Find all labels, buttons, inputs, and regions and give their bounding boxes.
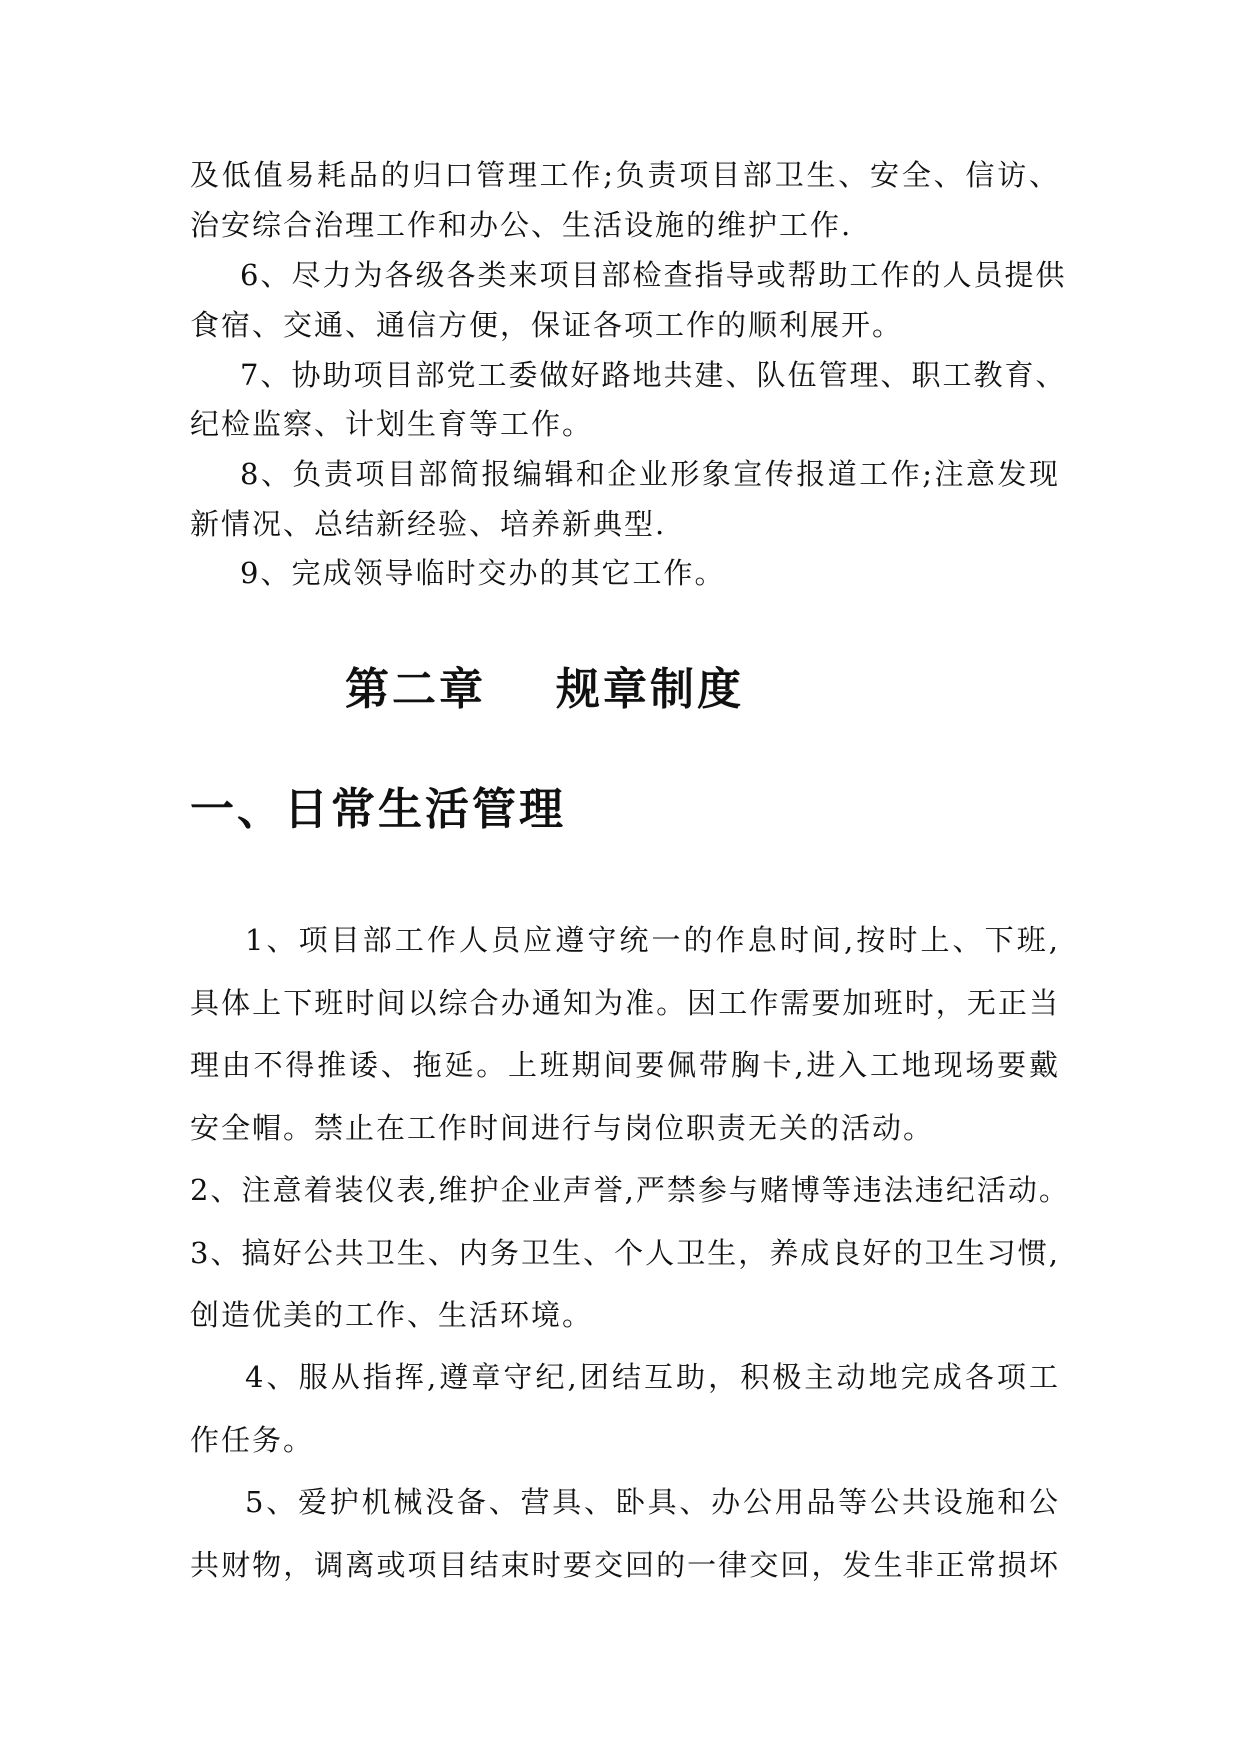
text-line: 8、负责项目部简报编辑和企业形象宣传报道工作;注意发现	[240, 457, 1060, 491]
text-line: 作任务。	[190, 1423, 315, 1457]
text-line: 纪检监察、计划生育等工作。	[190, 407, 594, 441]
section-heading: 一、日常生活管理	[190, 784, 566, 835]
text-line: 1、项目部工作人员应遵守统一的作息时间,按时上、下班,	[245, 923, 1060, 957]
text-line: 6、尽力为各级各类来项目部检查指导或帮助工作的人员提供	[240, 258, 1067, 292]
text-line: 安全帽。禁止在工作时间进行与岗位职责无关的活动。	[190, 1111, 935, 1145]
text-line: 9、完成领导临时交办的其它工作。	[240, 556, 726, 590]
text-line: 2、注意着装仪表,维护企业声誉,严禁参与赌博等违法违纪活动。	[190, 1173, 1070, 1207]
chapter-number: 第二章	[345, 664, 486, 715]
text-line: 5、爱护机械没备、营具、卧具、办公用品等公共设施和公	[245, 1485, 1060, 1519]
text-line: 具体上下班时间以综合办通知为准。因工作需要加班时，无正当	[190, 986, 1060, 1020]
text-line: 理由不得推诿、拖延。上班期间要佩带胸卡,进入工地现场要戴	[190, 1048, 1060, 1082]
text-line: 共财物，调离或项目结束时要交回的一律交回，发生非正常损坏	[190, 1548, 1060, 1582]
text-line: 7、协助项目部党工委做好路地共建、队伍管理、职工教育、	[240, 358, 1067, 392]
chapter-title: 规章制度	[556, 664, 744, 715]
text-line: 3、搞好公共卫生、内务卫生、个人卫生，养成良好的卫生习惯,	[190, 1236, 1060, 1270]
text-line: 治安综合治理工作和办公、生活设施的维护工作.	[190, 208, 853, 242]
text-line: 及低值易耗品的归口管理工作;负责项目部卫生、安全、信访、	[190, 158, 1060, 192]
text-line: 食宿、交通、通信方便，保证各项工作的顺利展开。	[190, 308, 904, 342]
text-line: 创造优美的工作、生活环境。	[190, 1298, 594, 1332]
text-line: 4、服从指挥,遵章守纪,团结互助，积极主动地完成各项工	[245, 1360, 1060, 1394]
text-line: 新情况、总结新经验、培养新典型.	[190, 507, 667, 541]
chapter-heading	[345, 662, 744, 718]
